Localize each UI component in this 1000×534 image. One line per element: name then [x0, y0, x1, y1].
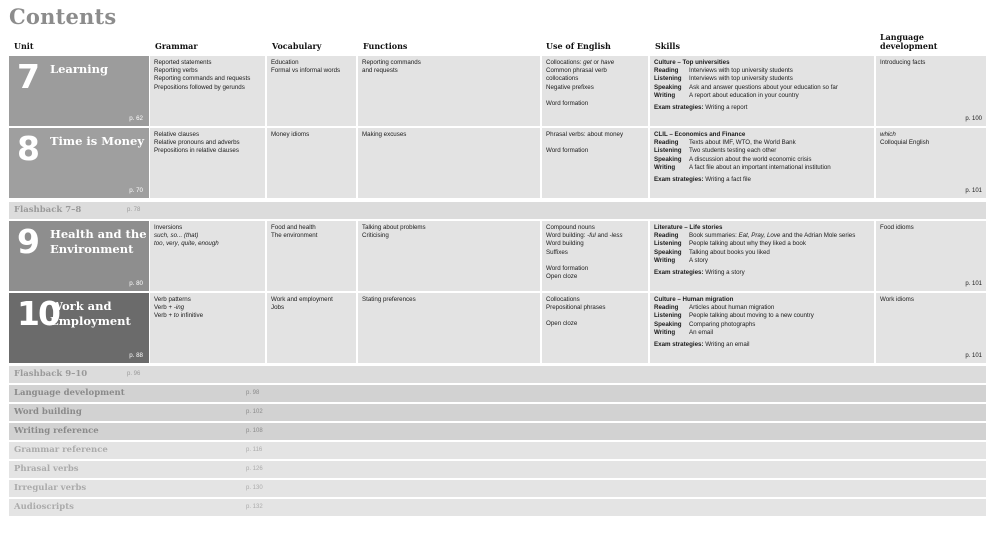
grammar-item: Reporting verbs: [154, 67, 198, 75]
vocabulary-item: The environment: [271, 232, 318, 240]
flashback-9-10[interactable]: [9, 366, 986, 383]
functions-cell: [358, 221, 540, 291]
skill-line: Reading Articles about human migration: [654, 304, 775, 312]
functions-cell: [358, 128, 540, 198]
unit-number: 10: [17, 294, 59, 333]
skills-heading: Culture – Top universities: [654, 59, 730, 66]
unit-name: Work and Employment: [50, 299, 131, 328]
grammar-cell: [150, 128, 265, 198]
langdev-cell: [876, 221, 986, 291]
grammar-item: such, so... (that): [154, 232, 199, 240]
langdev-page: p. 100: [965, 115, 982, 122]
vocabulary-item: Jobs: [271, 304, 285, 312]
section-label: Language development: [14, 388, 125, 398]
functions-item: Stating preferences: [362, 296, 416, 303]
section-page: p. 98: [246, 390, 260, 396]
section-label: Audioscripts: [14, 502, 74, 512]
uoe-item: Phrasal verbs: about money: [546, 131, 624, 138]
section-label: Phrasal verbs: [14, 464, 79, 474]
langdev-item: Introducing facts: [880, 59, 926, 66]
skill-line: Reading Texts about IMF, WTO, the World Bank: [654, 139, 796, 147]
use-of-english-cell: [542, 293, 648, 363]
section-grammar-reference[interactable]: [9, 442, 986, 459]
use-of-english-cell: [542, 128, 648, 198]
section-irregular-verbs[interactable]: [9, 480, 986, 497]
functions-item: and requests: [362, 67, 398, 75]
langdev-cell: [876, 293, 986, 363]
unit-name: Time is Money: [50, 134, 145, 148]
langdev-page: p. 101: [965, 280, 982, 287]
skill-line: Speaking Ask and answer questions about your education so far: [654, 83, 838, 91]
grammar-item: Inversions: [154, 224, 183, 231]
uoe-item: Negative prefixes: [546, 83, 594, 91]
skills-heading: Literature – Life stories: [654, 224, 723, 231]
skill-line: Speaking Comparing photographs: [654, 320, 756, 328]
skill-line: Writing A story: [654, 256, 708, 264]
section-page: p. 102: [246, 409, 263, 415]
section-label: Grammar reference: [14, 445, 108, 455]
grammar-cell: [150, 221, 265, 291]
uoe-item: Open cloze: [546, 273, 578, 281]
functions-item: Reporting commands: [362, 59, 421, 66]
langdev-item: Work idioms: [880, 296, 914, 303]
langdev-item: Colloquial English: [880, 139, 930, 147]
unit-block-10[interactable]: [9, 293, 149, 363]
unit-page: p. 80: [129, 280, 143, 287]
header-language-development: Language development: [880, 32, 938, 51]
flashback-page: p. 78: [127, 207, 141, 213]
section-language-development[interactable]: [9, 385, 986, 402]
skill-line: Listening People talking about moving to a new country: [654, 312, 814, 320]
section-writing-reference[interactable]: [9, 423, 986, 440]
unit-row-7: [9, 56, 986, 126]
grammar-item: Prepositions followed by gerunds: [154, 83, 245, 91]
functions-item: Talking about problems: [362, 224, 426, 231]
section-page: p. 126: [246, 466, 263, 472]
skills-heading: CLIL – Economics and Finance: [654, 131, 746, 138]
skills-cell: [650, 221, 874, 291]
flashback-label: Flashback 9–10: [14, 369, 88, 379]
vocabulary-item: Work and employment: [271, 296, 333, 303]
uoe-item: Word formation: [546, 264, 589, 272]
section-label: Irregular verbs: [14, 483, 87, 493]
uoe-item: Compound nouns: [546, 224, 595, 231]
uoe-item: Word formation: [546, 147, 589, 155]
flashback-label: Flashback 7–8: [14, 205, 82, 215]
section-page: p. 116: [246, 447, 263, 453]
grammar-item: too, very, quite, enough: [154, 240, 219, 248]
grammar-item: Prepositions in relative clauses: [154, 147, 239, 155]
functions-cell: [358, 293, 540, 363]
skill-line: Listening Interviews with top university students: [654, 75, 793, 83]
langdev-page: p. 101: [965, 352, 982, 359]
vocabulary-cell: [267, 128, 356, 198]
uoe-item: Word building: [546, 240, 584, 248]
exam-strategies: Exam strategies: Writing a report: [654, 104, 748, 112]
skill-line: Reading Book summaries: Eat, Pray, Love and the Adrian Mole series: [654, 232, 856, 240]
langdev-page: p. 101: [965, 187, 982, 194]
unit-number: 9: [17, 222, 38, 261]
functions-item: Making excuses: [362, 131, 407, 138]
unit-page: p. 70: [129, 187, 143, 194]
unit-row-8: [9, 128, 986, 198]
section-page: p. 130: [246, 485, 263, 491]
skills-heading: Culture – Human migration: [654, 296, 734, 303]
grammar-item: Verb + to infinitive: [154, 312, 204, 320]
section-audioscripts[interactable]: [9, 499, 986, 516]
skills-cell: [650, 128, 874, 198]
grammar-item: Verb + -ing: [154, 304, 185, 312]
skill-line: Speaking Talking about books you liked: [654, 248, 770, 256]
page-title: Contents: [9, 4, 117, 29]
unit-number: 8: [17, 129, 38, 168]
grammar-item: Relative clauses: [154, 131, 200, 138]
skills-cell: [650, 56, 874, 126]
langdev-cell: [876, 128, 986, 198]
use-of-english-cell: [542, 221, 648, 291]
flashback-page: p. 96: [127, 371, 141, 377]
header-skills: Skills: [655, 41, 680, 51]
uoe-item: Common phrasal verb: [546, 67, 607, 75]
unit-number: 7: [17, 57, 38, 96]
use-of-english-cell: [542, 56, 648, 126]
langdev-item: Food idioms: [880, 224, 914, 231]
unit-page: p. 88: [129, 352, 143, 359]
vocabulary-item: Food and health: [271, 224, 316, 231]
vocabulary-cell: [267, 221, 356, 291]
exam-strategies: Exam strategies: Writing a story: [654, 269, 745, 277]
skill-line: Writing An email: [654, 328, 714, 336]
section-word-building[interactable]: [9, 404, 986, 421]
uoe-item: Collocations: get or have: [546, 59, 615, 66]
skill-line: Writing A fact file about an important international institution: [654, 163, 831, 171]
uoe-item: Word building: -ful and -less: [546, 232, 623, 240]
uoe-item: Open cloze: [546, 320, 578, 328]
grammar-item: Reporting commands and requests: [154, 75, 251, 83]
section-label: Writing reference: [14, 426, 99, 436]
unit-row-9: [9, 221, 986, 291]
vocabulary-cell: [267, 56, 356, 126]
langdev-item: which: [880, 131, 896, 138]
section-phrasal-verbs[interactable]: [9, 461, 986, 478]
grammar-item: Reported statements: [154, 59, 212, 66]
exam-strategies: Exam strategies: Writing a fact file: [654, 176, 751, 184]
header-use-of-english: Use of English: [546, 41, 611, 51]
grammar-item: Relative pronouns and adverbs: [154, 139, 240, 147]
header-unit: Unit: [14, 41, 34, 51]
skills-cell: [650, 293, 874, 363]
skill-line: Listening People talking about why they liked a book: [654, 240, 806, 248]
grammar-item: Verb patterns: [154, 296, 191, 303]
functions-cell: [358, 56, 540, 126]
section-page: p. 132: [246, 504, 263, 510]
header-grammar: Grammar: [155, 41, 198, 51]
grammar-cell: [150, 56, 265, 126]
uoe-item: Prepositional phrases: [546, 304, 606, 312]
functions-item: Criticising: [362, 232, 389, 240]
unit-block-7[interactable]: [9, 56, 149, 126]
flashback-7-8[interactable]: [9, 202, 986, 219]
skill-line: Reading Interviews with top university students: [654, 67, 793, 75]
unit-name: Learning: [50, 62, 109, 76]
unit-page: p. 62: [129, 115, 143, 122]
header-functions: Functions: [363, 41, 408, 51]
section-label: Word building: [14, 407, 82, 417]
header-vocabulary: Vocabulary: [272, 41, 322, 51]
vocabulary-item: Formal vs informal words: [271, 67, 341, 75]
uoe-item: Word formation: [546, 99, 589, 107]
exam-strategies: Exam strategies: Writing an email: [654, 341, 750, 349]
uoe-item: Collocations: [546, 296, 580, 303]
section-page: p. 108: [246, 428, 263, 434]
grammar-cell: [150, 293, 265, 363]
unit-block-8[interactable]: [9, 128, 149, 198]
skill-line: Writing A report about education in your country: [654, 91, 799, 99]
vocabulary-cell: [267, 293, 356, 363]
unit-name: Health and the Environment: [50, 227, 147, 256]
vocabulary-item: Money idioms: [271, 131, 310, 138]
vocabulary-item: Education: [271, 59, 299, 66]
skill-line: Speaking A discussion about the world economic crisis: [654, 155, 812, 163]
uoe-item: Suffixes: [546, 248, 568, 256]
skill-line: Listening Two students testing each other: [654, 147, 777, 155]
uoe-item: collocations: [546, 75, 579, 83]
langdev-cell: [876, 56, 986, 126]
unit-block-9[interactable]: [9, 221, 149, 291]
unit-row-10: [9, 293, 986, 363]
